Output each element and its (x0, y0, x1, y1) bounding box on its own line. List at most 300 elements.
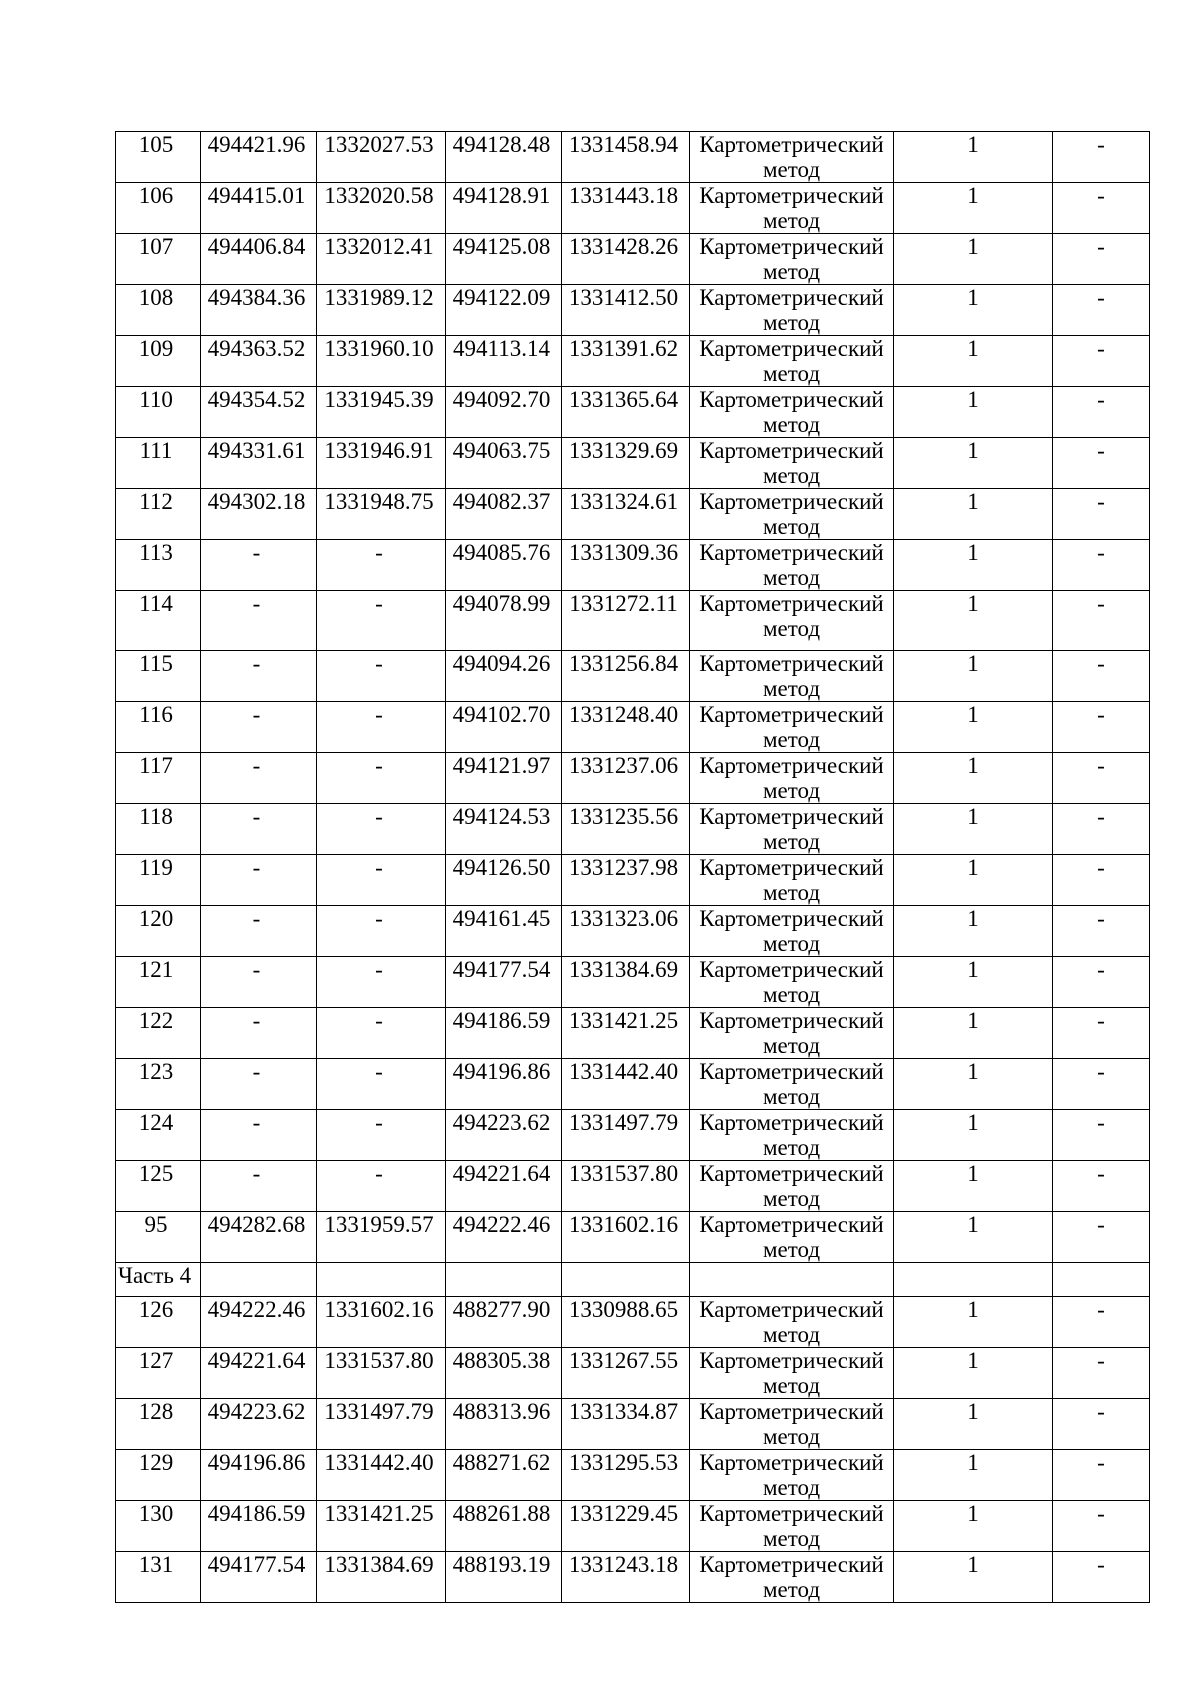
method-cell (690, 183, 894, 234)
note-cell: - (1053, 1348, 1150, 1399)
empty-cell (201, 1263, 317, 1297)
method-line-1: Картометрический (699, 234, 884, 259)
note-cell: - (1053, 1297, 1150, 1348)
method-cell (690, 591, 894, 651)
point-number-cell: 121 (116, 957, 201, 1008)
y-existing-cell: 1331421.25 (317, 1501, 446, 1552)
y-existing-cell: 1331602.16 (317, 1297, 446, 1348)
y-existing-cell: 1332012.41 (317, 234, 446, 285)
method-cell (690, 1348, 894, 1399)
point-number-cell: 112 (116, 489, 201, 540)
y-new-cell: 1331309.36 (562, 540, 690, 591)
point-number-cell: 117 (116, 753, 201, 804)
point-number-cell: 127 (116, 1348, 201, 1399)
x-new-cell: 488261.88 (446, 1501, 562, 1552)
y-new-cell: 1331237.98 (562, 855, 690, 906)
y-new-cell: 1331267.55 (562, 1348, 690, 1399)
y-new-cell: 1331235.56 (562, 804, 690, 855)
method-line-2: метод (762, 361, 821, 386)
table-row (116, 1348, 1150, 1399)
method-cell (690, 855, 894, 906)
method-line-1: Картометрический (699, 132, 884, 157)
method-line-1: Картометрический (699, 387, 884, 412)
x-existing-cell: 494282.68 (201, 1212, 317, 1263)
method-line-1: Картометрический (699, 957, 884, 982)
table-row (116, 1008, 1150, 1059)
method-line-1: Картометрический (699, 540, 884, 565)
y-new-cell: 1331323.06 (562, 906, 690, 957)
accuracy-cell: 1 (894, 651, 1053, 702)
method-line-1: Картометрический (699, 285, 884, 310)
note-cell: - (1053, 591, 1150, 651)
x-new-cell: 494128.91 (446, 183, 562, 234)
note-cell: - (1053, 957, 1150, 1008)
x-new-cell: 494094.26 (446, 651, 562, 702)
y-existing-cell: - (317, 906, 446, 957)
method-line-2: метод (762, 727, 821, 752)
y-existing-cell: 1331946.91 (317, 438, 446, 489)
method-line-1: Картометрический (699, 591, 884, 616)
method-line-1: Картометрический (699, 336, 884, 361)
method-cell (690, 387, 894, 438)
x-new-cell: 494121.97 (446, 753, 562, 804)
method-cell (690, 651, 894, 702)
x-existing-cell: 494302.18 (201, 489, 317, 540)
point-number-cell: 126 (116, 1297, 201, 1348)
note-cell: - (1053, 804, 1150, 855)
x-existing-cell: 494415.01 (201, 183, 317, 234)
x-existing-cell: 494222.46 (201, 1297, 317, 1348)
accuracy-cell: 1 (894, 753, 1053, 804)
method-cell (690, 957, 894, 1008)
point-number-cell: 106 (116, 183, 201, 234)
table-row (116, 804, 1150, 855)
note-cell: - (1053, 1399, 1150, 1450)
note-cell: - (1053, 1161, 1150, 1212)
method-line-2: метод (762, 616, 821, 641)
coordinates-table (115, 131, 1150, 1603)
y-new-cell: 1331391.62 (562, 336, 690, 387)
y-existing-cell: 1331537.80 (317, 1348, 446, 1399)
x-new-cell: 488271.62 (446, 1450, 562, 1501)
x-existing-cell: - (201, 1059, 317, 1110)
point-number-cell: 114 (116, 591, 201, 651)
method-line-1: Картометрический (699, 489, 884, 514)
method-line-2: метод (762, 1033, 821, 1058)
x-new-cell: 494186.59 (446, 1008, 562, 1059)
empty-cell (1053, 1263, 1150, 1297)
table-row (116, 906, 1150, 957)
x-existing-cell: - (201, 591, 317, 651)
method-cell (690, 285, 894, 336)
method-line-1: Картометрический (699, 1008, 884, 1033)
accuracy-cell: 1 (894, 1008, 1053, 1059)
method-cell (690, 753, 894, 804)
method-cell (690, 336, 894, 387)
point-number-cell: 123 (116, 1059, 201, 1110)
y-new-cell: 1331329.69 (562, 438, 690, 489)
note-cell: - (1053, 702, 1150, 753)
table-row (116, 1212, 1150, 1263)
method-cell (690, 702, 894, 753)
x-new-cell: 494161.45 (446, 906, 562, 957)
accuracy-cell: 1 (894, 183, 1053, 234)
method-cell (690, 1161, 894, 1212)
point-number-cell: 128 (116, 1399, 201, 1450)
point-number-cell: 119 (116, 855, 201, 906)
method-line-1: Картометрический (699, 804, 884, 829)
y-new-cell: 1331497.79 (562, 1110, 690, 1161)
method-line-1: Картометрический (699, 1110, 884, 1135)
table-row (116, 183, 1150, 234)
y-existing-cell: - (317, 957, 446, 1008)
accuracy-cell: 1 (894, 234, 1053, 285)
method-line-1: Картометрический (699, 1348, 884, 1373)
table-row (116, 1161, 1150, 1212)
point-number-cell: 108 (116, 285, 201, 336)
method-cell (690, 540, 894, 591)
method-line-2: метод (762, 157, 821, 182)
method-line-2: метод (762, 310, 821, 335)
method-line-2: метод (762, 778, 821, 803)
x-new-cell: 494102.70 (446, 702, 562, 753)
x-new-cell: 494222.46 (446, 1212, 562, 1263)
note-cell: - (1053, 438, 1150, 489)
empty-cell (562, 1263, 690, 1297)
method-line-2: метод (762, 676, 821, 701)
section-label: Часть 4 (116, 1263, 201, 1297)
y-existing-cell: 1332020.58 (317, 183, 446, 234)
accuracy-cell: 1 (894, 591, 1053, 651)
y-new-cell: 1331442.40 (562, 1059, 690, 1110)
y-new-cell: 1331428.26 (562, 234, 690, 285)
method-line-2: метод (762, 565, 821, 590)
table-row (116, 957, 1150, 1008)
table-row (116, 1552, 1150, 1603)
table-row (116, 489, 1150, 540)
x-new-cell: 494196.86 (446, 1059, 562, 1110)
accuracy-cell: 1 (894, 285, 1053, 336)
point-number-cell: 131 (116, 1552, 201, 1603)
table-row (116, 651, 1150, 702)
method-line-1: Картометрический (699, 183, 884, 208)
note-cell: - (1053, 336, 1150, 387)
y-new-cell: 1331295.53 (562, 1450, 690, 1501)
x-existing-cell: 494421.96 (201, 132, 317, 183)
y-new-cell: 1331458.94 (562, 132, 690, 183)
x-new-cell: 494122.09 (446, 285, 562, 336)
method-line-2: метод (762, 931, 821, 956)
y-new-cell: 1331537.80 (562, 1161, 690, 1212)
table-row (116, 1399, 1150, 1450)
table-row (116, 1110, 1150, 1161)
y-new-cell: 1331324.61 (562, 489, 690, 540)
y-existing-cell: 1331948.75 (317, 489, 446, 540)
x-new-cell: 494092.70 (446, 387, 562, 438)
y-new-cell: 1331272.11 (562, 591, 690, 651)
x-new-cell: 494221.64 (446, 1161, 562, 1212)
method-line-2: метод (762, 1475, 821, 1500)
x-new-cell: 494085.76 (446, 540, 562, 591)
method-cell (690, 438, 894, 489)
point-number-cell: 95 (116, 1212, 201, 1263)
method-line-1: Картометрический (699, 1161, 884, 1186)
table-row (116, 336, 1150, 387)
table-row (116, 1450, 1150, 1501)
accuracy-cell: 1 (894, 1399, 1053, 1450)
y-existing-cell: 1331945.39 (317, 387, 446, 438)
method-line-2: метод (762, 1084, 821, 1109)
x-existing-cell: 494177.54 (201, 1552, 317, 1603)
y-new-cell: 1331443.18 (562, 183, 690, 234)
method-line-1: Картометрический (699, 702, 884, 727)
point-number-cell: 124 (116, 1110, 201, 1161)
table-row (116, 591, 1150, 651)
y-existing-cell: 1331959.57 (317, 1212, 446, 1263)
accuracy-cell: 1 (894, 489, 1053, 540)
method-line-1: Картометрический (699, 1399, 884, 1424)
method-cell (690, 1450, 894, 1501)
method-cell (690, 906, 894, 957)
method-cell (690, 1552, 894, 1603)
y-existing-cell: - (317, 591, 446, 651)
note-cell: - (1053, 132, 1150, 183)
method-line-2: метод (762, 1577, 821, 1602)
x-existing-cell: - (201, 1008, 317, 1059)
accuracy-cell: 1 (894, 132, 1053, 183)
y-new-cell: 1331384.69 (562, 957, 690, 1008)
method-line-1: Картометрический (699, 1212, 884, 1237)
note-cell: - (1053, 1008, 1150, 1059)
y-new-cell: 1331248.40 (562, 702, 690, 753)
accuracy-cell: 1 (894, 336, 1053, 387)
table-row (116, 855, 1150, 906)
x-existing-cell: 494196.86 (201, 1450, 317, 1501)
x-existing-cell: 494384.36 (201, 285, 317, 336)
point-number-cell: 109 (116, 336, 201, 387)
note-cell: - (1053, 1501, 1150, 1552)
point-number-cell: 130 (116, 1501, 201, 1552)
method-line-2: метод (762, 1237, 821, 1262)
accuracy-cell: 1 (894, 1450, 1053, 1501)
note-cell: - (1053, 1059, 1150, 1110)
note-cell: - (1053, 234, 1150, 285)
note-cell: - (1053, 540, 1150, 591)
method-cell (690, 234, 894, 285)
y-new-cell: 1331256.84 (562, 651, 690, 702)
table-row (116, 1059, 1150, 1110)
method-line-1: Картометрический (699, 753, 884, 778)
y-existing-cell: - (317, 1110, 446, 1161)
accuracy-cell: 1 (894, 855, 1053, 906)
x-existing-cell: - (201, 753, 317, 804)
table-row (116, 702, 1150, 753)
x-existing-cell: 494223.62 (201, 1399, 317, 1450)
method-line-1: Картометрический (699, 1552, 884, 1577)
x-new-cell: 494223.62 (446, 1110, 562, 1161)
accuracy-cell: 1 (894, 957, 1053, 1008)
y-existing-cell: 1331442.40 (317, 1450, 446, 1501)
note-cell: - (1053, 753, 1150, 804)
x-existing-cell: - (201, 1161, 317, 1212)
x-new-cell: 488193.19 (446, 1552, 562, 1603)
y-existing-cell: - (317, 651, 446, 702)
y-existing-cell: 1331960.10 (317, 336, 446, 387)
table-row (116, 132, 1150, 183)
x-new-cell: 494063.75 (446, 438, 562, 489)
point-number-cell: 125 (116, 1161, 201, 1212)
x-existing-cell: 494186.59 (201, 1501, 317, 1552)
y-new-cell: 1331229.45 (562, 1501, 690, 1552)
accuracy-cell: 1 (894, 438, 1053, 489)
method-cell (690, 1212, 894, 1263)
y-existing-cell: 1331384.69 (317, 1552, 446, 1603)
method-line-1: Картометрический (699, 1059, 884, 1084)
y-existing-cell: - (317, 1008, 446, 1059)
y-existing-cell: - (317, 540, 446, 591)
method-line-2: метод (762, 412, 821, 437)
x-existing-cell: - (201, 804, 317, 855)
method-line-2: метод (762, 463, 821, 488)
method-line-1: Картометрический (699, 1501, 884, 1526)
y-new-cell: 1331334.87 (562, 1399, 690, 1450)
empty-cell (446, 1263, 562, 1297)
method-line-2: метод (762, 1322, 821, 1347)
x-existing-cell: - (201, 651, 317, 702)
method-cell (690, 1008, 894, 1059)
table-row (116, 540, 1150, 591)
method-line-2: метод (762, 259, 821, 284)
note-cell: - (1053, 387, 1150, 438)
y-new-cell: 1331365.64 (562, 387, 690, 438)
point-number-cell: 111 (116, 438, 201, 489)
method-cell (690, 1501, 894, 1552)
point-number-cell: 113 (116, 540, 201, 591)
y-existing-cell: - (317, 1161, 446, 1212)
method-line-2: метод (762, 1135, 821, 1160)
y-new-cell: 1331602.16 (562, 1212, 690, 1263)
method-line-2: метод (762, 1373, 821, 1398)
method-cell (690, 1399, 894, 1450)
method-line-1: Картометрический (699, 906, 884, 931)
x-existing-cell: 494363.52 (201, 336, 317, 387)
y-existing-cell: 1331989.12 (317, 285, 446, 336)
table-row (116, 234, 1150, 285)
point-number-cell: 116 (116, 702, 201, 753)
method-line-2: метод (762, 514, 821, 539)
table-row (116, 438, 1150, 489)
empty-cell (894, 1263, 1053, 1297)
note-cell: - (1053, 1450, 1150, 1501)
method-line-2: метод (762, 1424, 821, 1449)
x-new-cell: 494082.37 (446, 489, 562, 540)
y-existing-cell: - (317, 1059, 446, 1110)
x-new-cell: 494126.50 (446, 855, 562, 906)
y-new-cell: 1331412.50 (562, 285, 690, 336)
method-line-1: Картометрический (699, 1450, 884, 1475)
method-cell (690, 1297, 894, 1348)
x-new-cell: 488305.38 (446, 1348, 562, 1399)
method-line-1: Картометрический (699, 438, 884, 463)
y-existing-cell: - (317, 855, 446, 906)
table-row (116, 1501, 1150, 1552)
method-cell (690, 1110, 894, 1161)
method-cell (690, 1059, 894, 1110)
x-existing-cell: 494354.52 (201, 387, 317, 438)
y-existing-cell: - (317, 702, 446, 753)
accuracy-cell: 1 (894, 1059, 1053, 1110)
note-cell: - (1053, 1552, 1150, 1603)
note-cell: - (1053, 651, 1150, 702)
accuracy-cell: 1 (894, 1501, 1053, 1552)
point-number-cell: 120 (116, 906, 201, 957)
note-cell: - (1053, 906, 1150, 957)
method-line-2: метод (762, 208, 821, 233)
method-line-1: Картометрический (699, 855, 884, 880)
table-row (116, 1297, 1150, 1348)
point-number-cell: 122 (116, 1008, 201, 1059)
accuracy-cell: 1 (894, 1297, 1053, 1348)
x-new-cell: 494128.48 (446, 132, 562, 183)
note-cell: - (1053, 1110, 1150, 1161)
table-row (116, 753, 1150, 804)
x-new-cell: 494113.14 (446, 336, 562, 387)
method-cell (690, 489, 894, 540)
method-line-2: метод (762, 1186, 821, 1211)
note-cell: - (1053, 489, 1150, 540)
accuracy-cell: 1 (894, 540, 1053, 591)
point-number-cell: 115 (116, 651, 201, 702)
note-cell: - (1053, 1212, 1150, 1263)
method-cell (690, 132, 894, 183)
x-new-cell: 488277.90 (446, 1297, 562, 1348)
method-cell (690, 804, 894, 855)
y-new-cell: 1331237.06 (562, 753, 690, 804)
method-line-1: Картометрический (699, 1297, 884, 1322)
x-new-cell: 494125.08 (446, 234, 562, 285)
note-cell: - (1053, 855, 1150, 906)
point-number-cell: 118 (116, 804, 201, 855)
empty-cell (690, 1263, 894, 1297)
x-existing-cell: - (201, 1110, 317, 1161)
x-existing-cell: - (201, 957, 317, 1008)
y-new-cell: 1330988.65 (562, 1297, 690, 1348)
x-existing-cell: 494331.61 (201, 438, 317, 489)
x-new-cell: 488313.96 (446, 1399, 562, 1450)
accuracy-cell: 1 (894, 702, 1053, 753)
point-number-cell: 107 (116, 234, 201, 285)
accuracy-cell: 1 (894, 387, 1053, 438)
method-line-2: метод (762, 1526, 821, 1551)
accuracy-cell: 1 (894, 1161, 1053, 1212)
note-cell: - (1053, 183, 1150, 234)
x-existing-cell: 494221.64 (201, 1348, 317, 1399)
y-existing-cell: 1331497.79 (317, 1399, 446, 1450)
accuracy-cell: 1 (894, 906, 1053, 957)
x-existing-cell: - (201, 702, 317, 753)
x-new-cell: 494177.54 (446, 957, 562, 1008)
coordinates-table-body (116, 132, 1150, 1603)
accuracy-cell: 1 (894, 1552, 1053, 1603)
accuracy-cell: 1 (894, 1348, 1053, 1399)
table-row (116, 387, 1150, 438)
x-existing-cell: - (201, 540, 317, 591)
y-new-cell: 1331243.18 (562, 1552, 690, 1603)
x-existing-cell: 494406.84 (201, 234, 317, 285)
point-number-cell: 110 (116, 387, 201, 438)
method-line-2: метод (762, 880, 821, 905)
x-existing-cell: - (201, 855, 317, 906)
